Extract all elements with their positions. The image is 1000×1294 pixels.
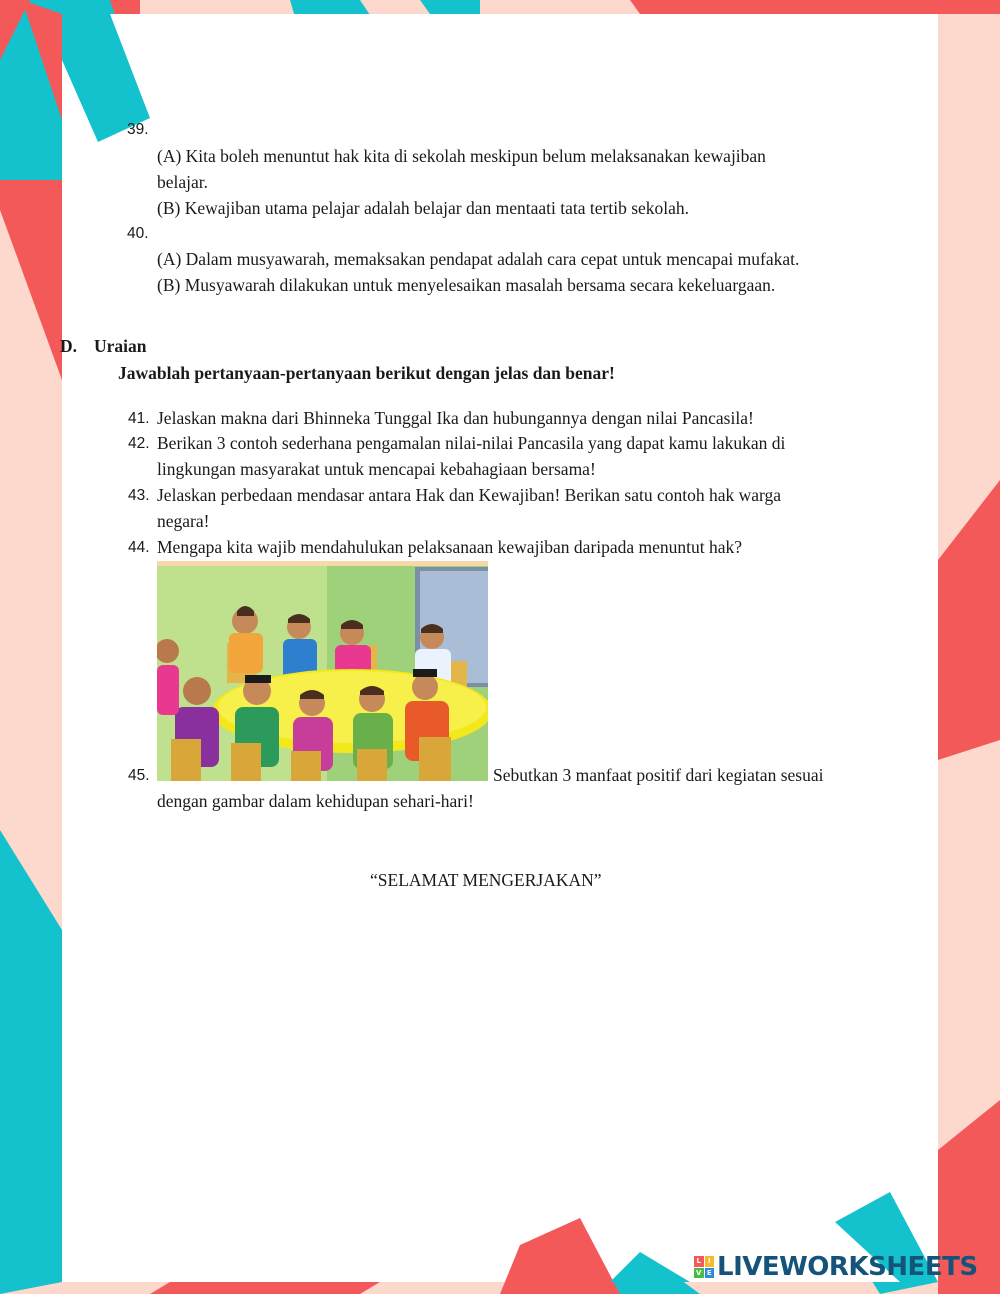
q41-text: Jelaskan makna dari Bhinneka Tunggal Ika dan hubungannya dengan nilai Pancasila! [157,408,754,428]
q44-text: Mengapa kita wajib mendahulukan pelaksanaan kewajiban daripada menuntut hak? [157,537,743,557]
q39-option-b: (B) Kewajiban utama pelajar adalah belajar dan mentaati tata tertib sekolah. [157,198,690,218]
section-letter: D. [60,336,78,356]
question-number-44: 44. [128,539,150,556]
liveworksheets-logo[interactable] [694,1252,978,1282]
q39-option-a-line1: (A) Kita boleh menuntut hak kita di sekolah meskipun belum melaksanakan kewajiban [157,146,766,166]
q42-text-line2: lingkungan masyarakat untuk mencapai kebahagiaan bersama! [157,459,596,479]
discussion-illustration [157,561,488,781]
q45-text-line2: dengan gambar dalam kehidupan sehari-hari! [157,791,474,811]
q43-text-line1: Jelaskan perbedaan mendasar antara Hak dan Kewajiban! Berikan satu contoh hak warga [157,485,782,505]
question-number-41: 41. [128,410,150,427]
question-number-42: 42. [128,435,150,452]
question-number-40: 40. [127,225,149,242]
q42-text-line1: Berikan 3 contoh sederhana pengamalan nilai-nilai Pancasila yang dapat kamu lakukan di [157,433,786,453]
section-title: Uraian [94,336,147,356]
q45-text-line1: Sebutkan 3 manfaat positif dari kegiatan sesuai [493,765,824,785]
question-number-45: 45. [128,767,150,784]
logo-mark-letter: I [705,1256,715,1267]
q39-option-a-line2: belajar. [157,172,209,192]
q43-text-line2: negara! [157,511,210,531]
q40-option-b: (B) Musyawarah dilakukan untuk menyelesaikan masalah bersama secara kekeluargaan. [157,275,776,295]
logo-mark-letter: L [694,1256,704,1267]
logo-mark-letter: V [694,1268,704,1279]
section-instruction: Jawablah pertanyaan-pertanyaan berikut dengan jelas dan benar! [118,363,615,383]
logo-mark-letter: E [705,1268,715,1279]
logo-text: LIVEWORKSHEETS [717,1252,978,1282]
q40-option-a: (A) Dalam musyawarah, memaksakan pendapat adalah cara cepat untuk mencapai mufakat. [157,249,800,269]
question-number-43: 43. [128,487,150,504]
question-number-39: 39. [127,121,149,138]
closing-message: “SELAMAT MENGERJAKAN” [370,870,602,890]
live-grid-icon [694,1256,714,1278]
